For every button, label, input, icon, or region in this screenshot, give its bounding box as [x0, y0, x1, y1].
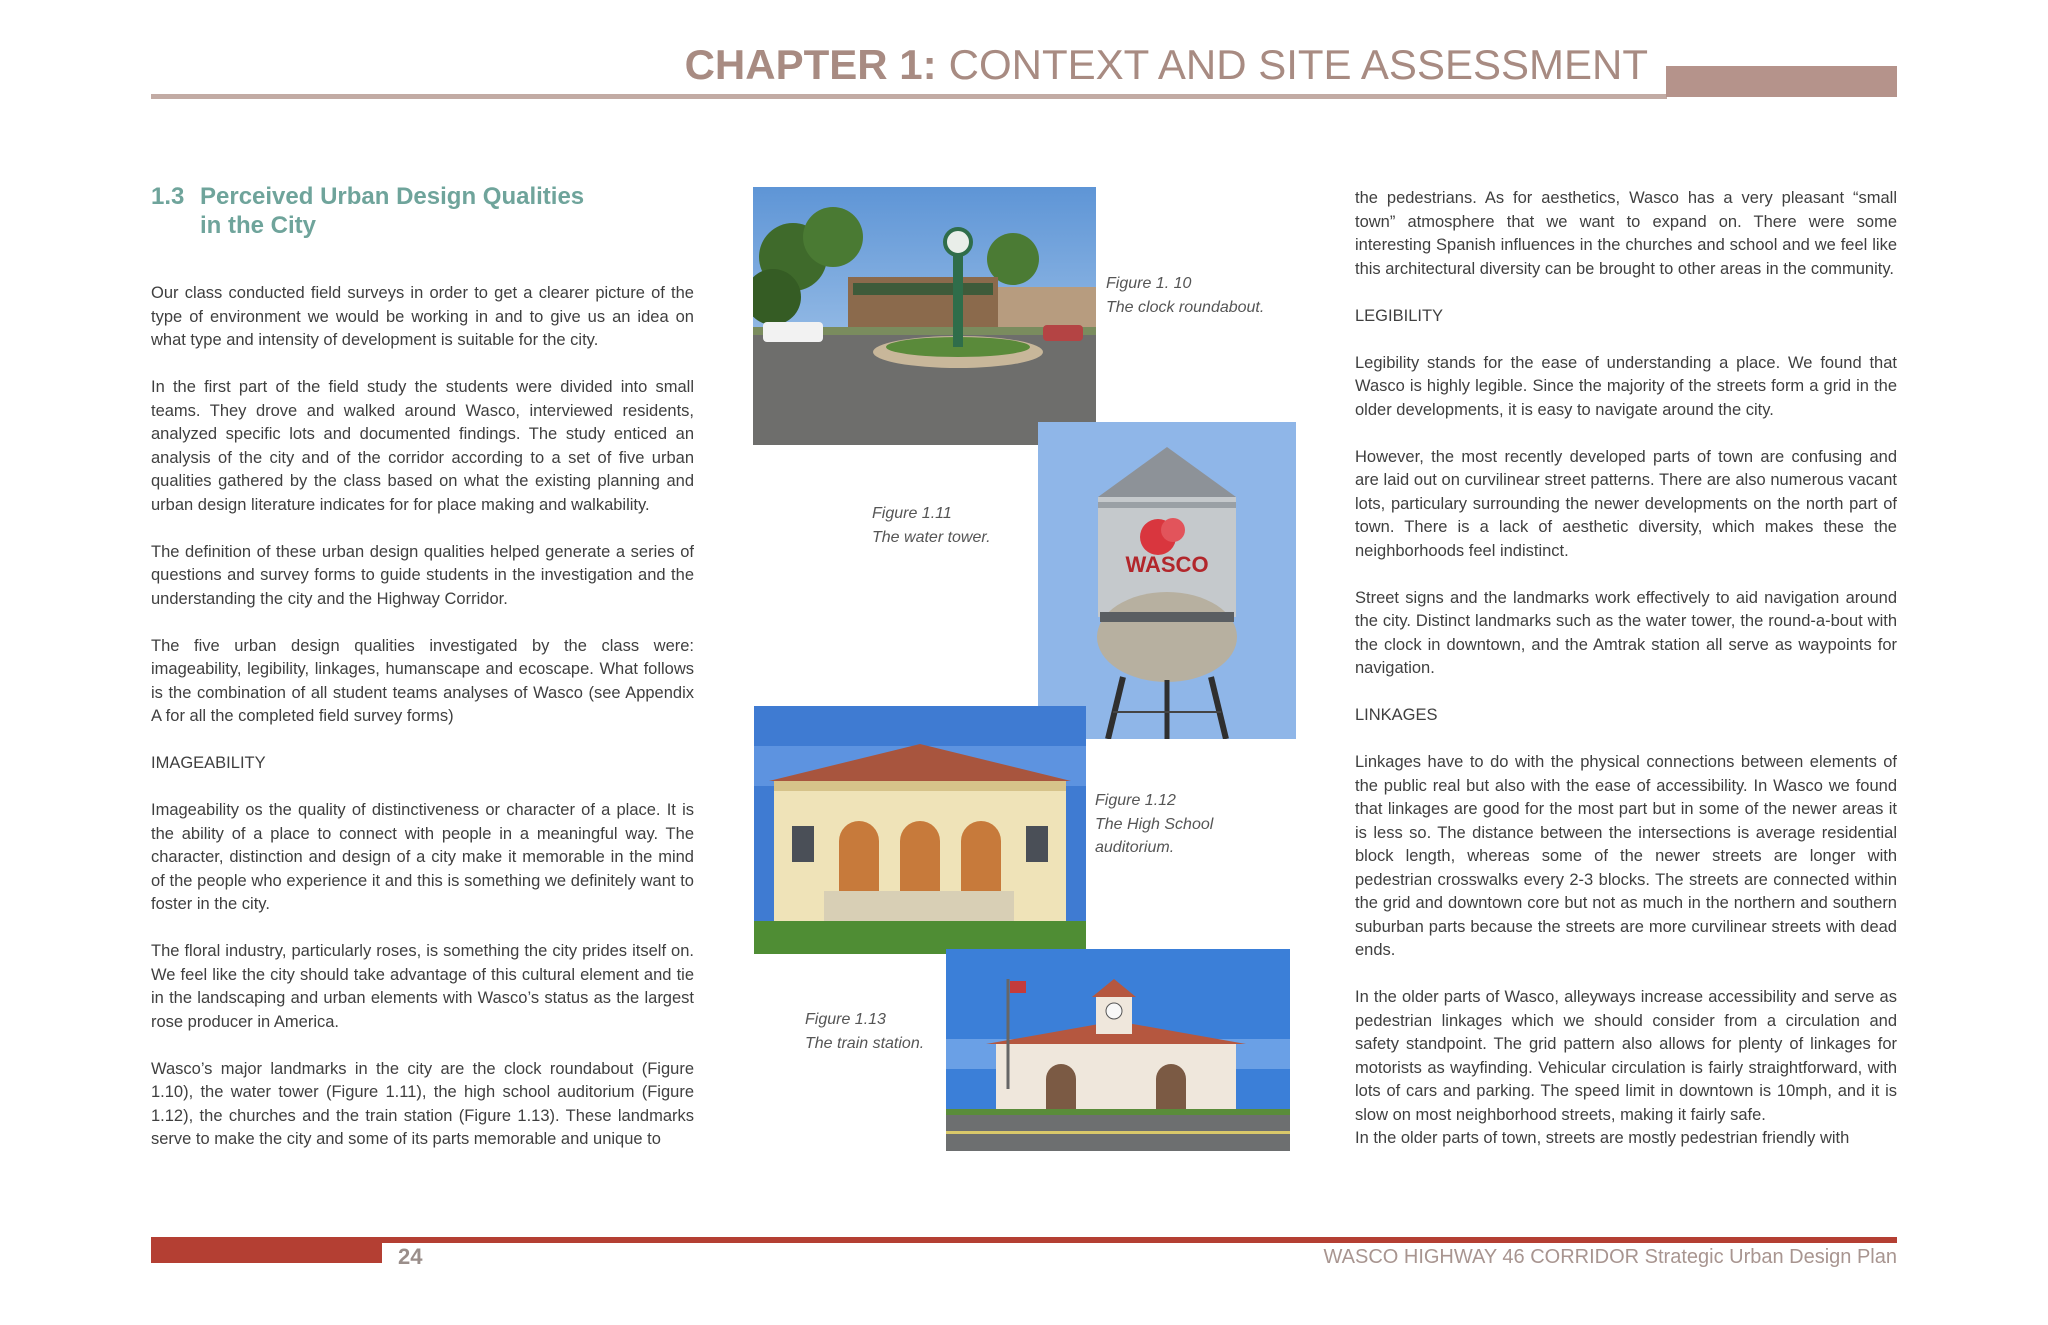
- footer-rule: [151, 1237, 1897, 1243]
- figure-caption-1-13: [805, 1008, 924, 1055]
- paragraph: Legibility stands for the ease of understanding a place. We found that Wasco is highly legible. Since the majority of the streets form a grid in the older developments, it is easy to navigate around the city.: [1355, 353, 1897, 419]
- photo-train-station: [946, 949, 1290, 1151]
- paragraph: Street signs and the landmarks work effectively to aid navigation around the city. Distinct landmarks such as the water tower, the round-a-bout with the clock in downtown, and the Amtrak station all serve as waypoints for navigation.: [1355, 588, 1897, 677]
- photo-high-school-auditorium: [754, 706, 1086, 954]
- paragraph: Our class conducted field surveys in order to get a clearer picture of the type of environment we would be working in and to give us an idea on what type and intensity of development is suitable for the city.: [151, 284, 694, 349]
- figure-label: Figure 1.11: [872, 505, 952, 522]
- photo-clock-roundabout: [753, 187, 1096, 445]
- figure-caption-text: The High School: [1095, 815, 1214, 833]
- paragraph: In the older parts of town, streets are mostly pedestrian friendly with: [1355, 1129, 1850, 1147]
- paragraph: Wasco’s major landmarks in the city are the clock roundabout (Figure 1.10), the water tower (Figure 1.11), the high school auditorium (Figure 1.12), the churches and the train station (Figure 1.13). These landmarks serve to make the city and some of its parts memorable and unique to: [151, 1059, 694, 1148]
- section-title-line1: Perceived Urban Design Qualities: [200, 183, 585, 210]
- section-title-line2: in the City: [200, 212, 317, 239]
- paragraph: The definition of these urban design qualities helped generate a series of questions and survey forms to guide students in the investigation and the understanding the city and the Highway Corridor.: [151, 542, 694, 608]
- header-accent-block: [1666, 66, 1897, 97]
- paragraph: the pedestrians. As for aesthetics, Wasco has a very pleasant “small town” atmosphere that we want to expand on. There were some interesting Spanish influences in the churches and school and we feel like this architectural diversity can be brought to other areas in the community.: [1355, 189, 1897, 278]
- section-title: [151, 182, 671, 240]
- paragraph: In the first part of the field study the students were divided into small teams. They drove and walked around Wasco, interviewed residents, analyzed specific lots and documented findings. The study enticed an analysis of the city and of the corridor according to a set of five urban qualities gathered by the class based on what the existing planning and urban design literature indicates for for place making and walkability.: [151, 378, 694, 514]
- figure-caption-1-11: [872, 502, 991, 549]
- figure-caption-text: The train station.: [805, 1034, 925, 1052]
- figure-label: Figure 1. 10: [1106, 275, 1192, 292]
- figure-caption-text: The water tower.: [872, 528, 991, 546]
- paragraph: Linkages have to do with the physical connections between elements of the public real but also with the ease of accessibility. In Wasco we found that linkages are good for the most part but in some of the newer areas it is less so. The distance between the intersections is average residential block length, whereas some of the newer streets are longer with pedestrian crosswalks every 2-3 blocks. The streets are connected within the grid and downtown core but not as much in the northern and southern suburban parts because the streets are more curvilinear streets with dead ends.: [1355, 753, 1897, 959]
- right-column: [1355, 187, 1897, 1151]
- header-rule: [151, 94, 1667, 99]
- paragraph: In the older parts of Wasco, alleyways increase accessibility and serve as pedestrian linkages which we should consider from a circulation and safety standpoint. The grid pattern also allows for plenty of linkages for motorists as wayfinding. Vehicular circulation is fairly straightforward, with lots of cars and parking. The speed limit in downtown is 10mph, and it is slow on most neighborhood streets, making it fairly safe.: [1355, 988, 1897, 1124]
- footer-accent-block: [151, 1237, 382, 1263]
- photo-water-tower: [1038, 422, 1296, 739]
- figure-caption-text: auditorium.: [1095, 839, 1175, 856]
- page-number: 24: [398, 1244, 423, 1269]
- figure-caption-1-12: [1095, 789, 1213, 860]
- paragraph: The five urban design qualities investigated by the class were: imageability, legibility, linkages, humanscape and ecoscape. What follows is the combination of all student teams analyses of Wasco (see Appendix A for all the completed field survey forms): [151, 636, 694, 725]
- document-title: WASCO HIGHWAY 46 CORRIDOR Strategic Urban Design Plan: [1323, 1246, 1897, 1268]
- figure-label: Figure 1.13: [805, 1011, 886, 1028]
- chapter-header: [684, 41, 1648, 88]
- figure-label: Figure 1.12: [1095, 792, 1176, 809]
- chapter-label: CHAPTER 1:: [684, 41, 937, 88]
- paragraph: The floral industry, particularly roses, is something the city prides itself on. We feel like the city should take advantage of this cultural element and tie in the landscaping and urban elements with Wasco’s status as the largest rose producer in America.: [151, 942, 694, 1031]
- heading-imageability: IMAGEABILITY: [151, 754, 266, 772]
- chapter-title: CONTEXT AND SITE ASSESSMENT: [948, 41, 1648, 88]
- paragraph: Imageability os the quality of distinctiveness or character of a place. It is the ability of a place to connect with people in a meaningful way. The character, distinction and design of a city make it memorable in the mind of the people who experience it and this is something we definitely want to foster in the city.: [151, 801, 694, 913]
- figure-caption-text: The clock roundabout.: [1106, 298, 1265, 316]
- left-column: [151, 282, 694, 1152]
- heading-legibility: LEGIBILITY: [1355, 306, 1444, 325]
- water-tower-sign: WASCO: [1125, 552, 1209, 577]
- heading-linkages: LINKAGES: [1355, 706, 1438, 724]
- paragraph: However, the most recently developed parts of town are confusing and are laid out on curvilinear street patterns. There are also numerous vacant lots, particulary surrounding the newer developments on the north part of town. There is a lack of aesthetic diversity, which makes these the neighborhoods feel indistinct.: [1355, 447, 1897, 560]
- figure-caption-1-10: [1106, 272, 1264, 319]
- section-number: 1.3: [151, 183, 185, 210]
